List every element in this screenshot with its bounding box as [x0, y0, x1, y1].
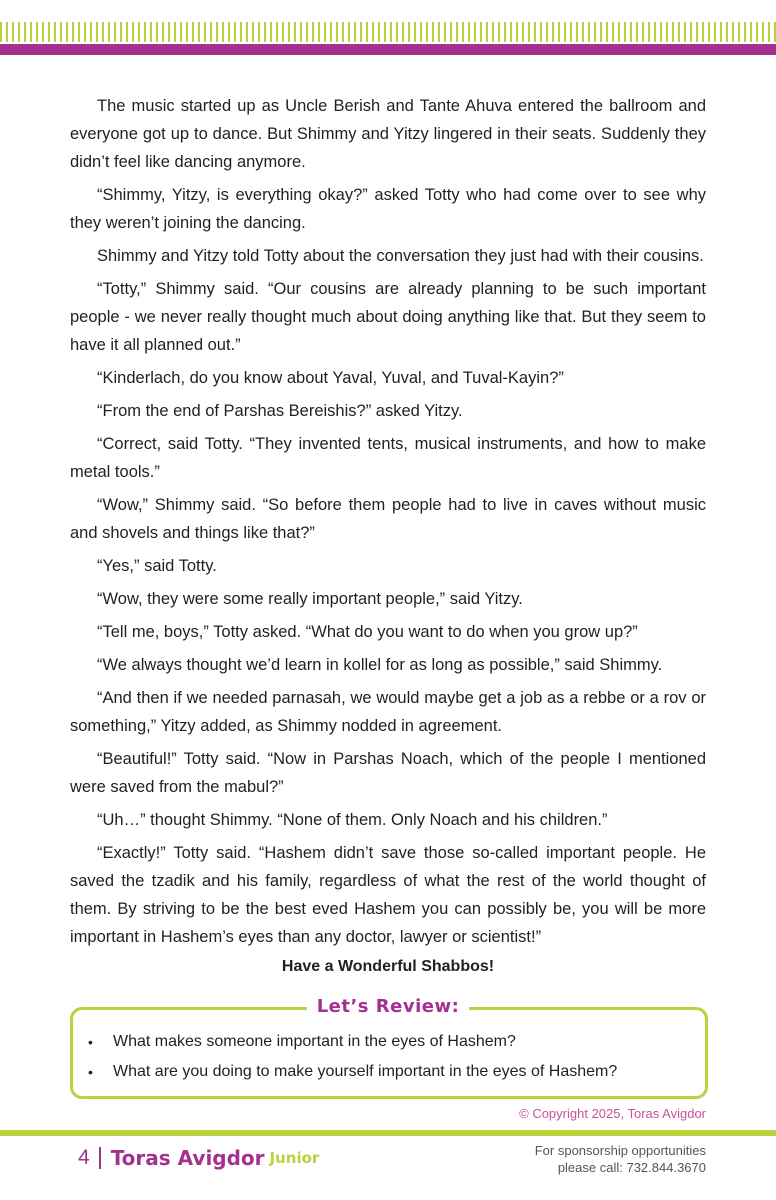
- sponsorship-info: [535, 1142, 706, 1176]
- paragraph: “From the end of Parshas Bereishis?” asked Yitzy.: [97, 402, 463, 420]
- page-number: 4: [78, 1146, 90, 1169]
- paragraph: “Tell me, boys,” Totty asked. “What do you want to do when you grow up?”: [97, 623, 638, 641]
- paragraph: Shimmy and Yitzy told Totty about the conversation they just had with their cousins.: [97, 247, 704, 265]
- bullet-icon: •: [88, 1064, 93, 1080]
- review-list: [88, 1027, 688, 1087]
- paragraph: “Uh…” thought Shimmy. “None of them. Only Noach and his children.”: [97, 811, 608, 829]
- copyright-text: © Copyright 2025, Toras Avigdor: [519, 1106, 706, 1121]
- review-item: [88, 1057, 688, 1087]
- footer-branding: [78, 1146, 319, 1170]
- article-body: [70, 92, 706, 956]
- bullet-icon: •: [88, 1034, 93, 1050]
- bottom-green-bar: [0, 1130, 776, 1136]
- brand-sub-text: Junior: [269, 1149, 320, 1167]
- paragraph: “We always thought we’d learn in kollel for as long as possible,” said Shimmy.: [97, 656, 663, 674]
- paragraph: “Exactly!” Totty said. “Hashem didn’t save those so-called important people. He saved the tzadik and his family, regardless of what the rest of the world thought of them. By striving to be the best eved Hashem you can possibly be, you will be more important in Hashem’s eyes than any doctor, lawyer or scientist!”: [70, 844, 706, 946]
- closing-line: Have a Wonderful Shabbos!: [281, 958, 495, 975]
- paragraph: “And then if we needed parnasah, we would maybe get a job as a rebbe or a rov or something,” Yitzy added, as Shimmy nodded in agreement.: [70, 689, 706, 735]
- paragraph: “Wow,” Shimmy said. “So before them people had to live in caves without music and shovels and things like that?”: [70, 496, 706, 542]
- paragraph: “Correct, said Totty. “They invented tents, musical instruments, and how to make metal tools.”: [70, 435, 706, 481]
- paragraph: “Wow, they were some really important people,” said Yitzy.: [97, 590, 523, 608]
- paragraph: The music started up as Uncle Berish and Tante Ahuva entered the ballroom and everyone got up to dance. But Shimmy and Yitzy lingered in their seats. Suddenly they didn’t feel like dancing anymore.: [70, 97, 706, 171]
- review-title-wrap: [0, 993, 776, 1021]
- top-decorative-stripe: [0, 22, 776, 42]
- review-title: Let’s Review:: [307, 993, 470, 1021]
- paragraph: “Totty,” Shimmy said. “Our cousins are already planning to be such important people - we never really thought much about doing anything like that. But they seem to have it all planned out.”: [70, 280, 706, 354]
- brand-logo-text: Toras Avigdor: [110, 1146, 265, 1170]
- review-item-text: What are you doing to make yourself important in the eyes of Hashem?: [113, 1063, 618, 1080]
- paragraph: “Beautiful!” Totty said. “Now in Parshas Noach, which of the people I mentioned were saved from the mabul?”: [70, 750, 706, 796]
- footer-separator: [99, 1147, 101, 1169]
- top-purple-bar: [0, 44, 776, 55]
- sponsorship-phone: please call: 732.844.3670: [557, 1160, 706, 1175]
- sponsorship-line: For sponsorship opportunities: [534, 1143, 706, 1158]
- paragraph: “Kinderlach, do you know about Yaval, Yuval, and Tuval-Kayin?”: [97, 369, 564, 387]
- paragraph: “Shimmy, Yitzy, is everything okay?” asked Totty who had come over to see why they weren’t joining the dancing.: [70, 186, 706, 232]
- review-item-text: What makes someone important in the eyes of Hashem?: [113, 1033, 516, 1050]
- paragraph: “Yes,” said Totty.: [97, 557, 217, 575]
- review-item: [88, 1027, 688, 1057]
